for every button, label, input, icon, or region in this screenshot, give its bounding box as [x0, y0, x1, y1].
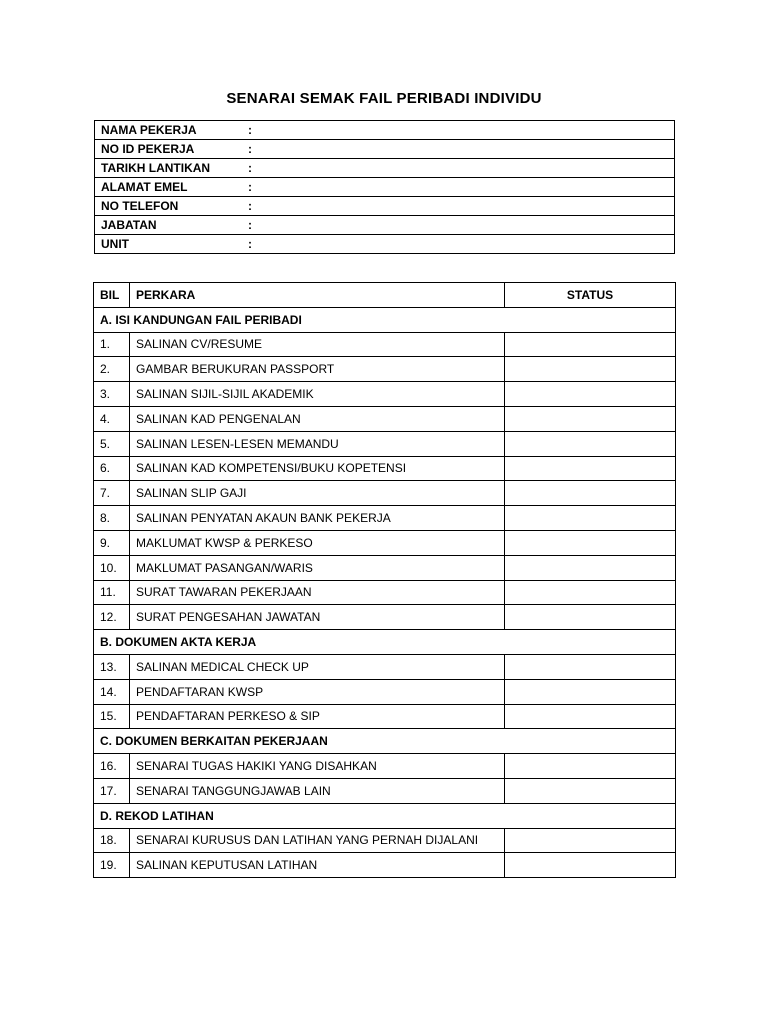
item-status-cell[interactable]: [505, 555, 676, 580]
item-number: 1.: [94, 332, 130, 357]
checklist-row: [94, 828, 676, 853]
item-description: SALINAN CV/RESUME: [130, 332, 505, 357]
info-label: JABATAN: [101, 218, 157, 232]
item-number: 10.: [94, 555, 130, 580]
info-label: ALAMAT EMEL: [101, 180, 188, 194]
section-heading: B. DOKUMEN AKTA KERJA: [94, 630, 676, 655]
item-number: 13.: [94, 654, 130, 679]
item-status-cell[interactable]: [505, 431, 676, 456]
section-row: [94, 630, 676, 655]
info-separator: :: [248, 199, 252, 213]
item-status-cell[interactable]: [505, 704, 676, 729]
info-separator: :: [248, 123, 252, 137]
item-status-cell[interactable]: [505, 481, 676, 506]
info-row: [95, 235, 675, 254]
item-status-cell[interactable]: [505, 357, 676, 382]
item-description: MAKLUMAT PASANGAN/WARIS: [130, 555, 505, 580]
item-status-cell[interactable]: [505, 406, 676, 431]
section-row: [94, 729, 676, 754]
document-title: SENARAI SEMAK FAIL PERIBADI INDIVIDU: [226, 90, 542, 107]
header-status: STATUS: [505, 283, 676, 308]
item-number: 7.: [94, 481, 130, 506]
checklist-row: [94, 679, 676, 704]
item-number: 4.: [94, 406, 130, 431]
item-status-cell[interactable]: [505, 456, 676, 481]
item-status-cell[interactable]: [505, 580, 676, 605]
item-description: PENDAFTARAN PERKESO & SIP: [130, 704, 505, 729]
info-row: [95, 178, 675, 197]
checklist-row: [94, 754, 676, 779]
item-description: SALINAN MEDICAL CHECK UP: [130, 654, 505, 679]
item-description: SALINAN PENYATAN AKAUN BANK PEKERJA: [130, 506, 505, 531]
header-perkara: PERKARA: [130, 283, 505, 308]
item-status-cell[interactable]: [505, 506, 676, 531]
item-number: 16.: [94, 754, 130, 779]
item-status-cell[interactable]: [505, 828, 676, 853]
item-status-cell[interactable]: [505, 679, 676, 704]
info-cell[interactable]: [95, 140, 675, 159]
item-status-cell[interactable]: [505, 382, 676, 407]
checklist-row: [94, 704, 676, 729]
info-cell[interactable]: [95, 197, 675, 216]
employee-info-table: [94, 120, 675, 254]
info-label: NO TELEFON: [101, 199, 179, 213]
checklist-row: [94, 778, 676, 803]
item-description: GAMBAR BERUKURAN PASSPORT: [130, 357, 505, 382]
info-cell[interactable]: [95, 235, 675, 254]
info-cell[interactable]: [95, 121, 675, 140]
item-status-cell[interactable]: [505, 654, 676, 679]
item-number: 12.: [94, 605, 130, 630]
info-row: [95, 140, 675, 159]
item-description: SURAT TAWARAN PEKERJAAN: [130, 580, 505, 605]
item-number: 6.: [94, 456, 130, 481]
header-bil: BIL: [94, 283, 130, 308]
info-label: NAMA PEKERJA: [101, 123, 197, 137]
item-description: SALINAN SLIP GAJI: [130, 481, 505, 506]
checklist-row: [94, 456, 676, 481]
checklist-row: [94, 357, 676, 382]
info-label: TARIKH LANTIKAN: [101, 161, 211, 175]
item-number: 17.: [94, 778, 130, 803]
item-number: 8.: [94, 506, 130, 531]
item-number: 3.: [94, 382, 130, 407]
info-cell[interactable]: [95, 216, 675, 235]
item-status-cell[interactable]: [505, 530, 676, 555]
item-number: 9.: [94, 530, 130, 555]
info-cell[interactable]: [95, 159, 675, 178]
checklist-table: [93, 282, 676, 878]
item-number: 14.: [94, 679, 130, 704]
item-status-cell[interactable]: [505, 778, 676, 803]
item-number: 15.: [94, 704, 130, 729]
item-description: PENDAFTARAN KWSP: [130, 679, 505, 704]
checklist-header-row: [94, 283, 676, 308]
section-row: [94, 803, 676, 828]
item-number: 5.: [94, 431, 130, 456]
item-description: SALINAN KEPUTUSAN LATIHAN: [130, 853, 505, 878]
item-status-cell[interactable]: [505, 332, 676, 357]
item-number: 11.: [94, 580, 130, 605]
item-description: SENARAI TANGGUNGJAWAB LAIN: [130, 778, 505, 803]
info-row: [95, 159, 675, 178]
section-heading: D. REKOD LATIHAN: [94, 803, 676, 828]
item-description: SURAT PENGESAHAN JAWATAN: [130, 605, 505, 630]
item-description: SENARAI TUGAS HAKIKI YANG DISAHKAN: [130, 754, 505, 779]
item-status-cell[interactable]: [505, 605, 676, 630]
info-separator: :: [248, 161, 252, 175]
info-separator: :: [248, 237, 252, 251]
checklist-row: [94, 580, 676, 605]
section-row: [94, 307, 676, 332]
checklist-row: [94, 555, 676, 580]
item-description: SALINAN KAD PENGENALAN: [130, 406, 505, 431]
checklist-row: [94, 605, 676, 630]
info-separator: :: [248, 142, 252, 156]
item-description: SALINAN SIJIL-SIJIL AKADEMIK: [130, 382, 505, 407]
checklist-row: [94, 382, 676, 407]
item-number: 19.: [94, 853, 130, 878]
item-status-cell[interactable]: [505, 853, 676, 878]
checklist-row: [94, 853, 676, 878]
info-separator: :: [248, 218, 252, 232]
item-number: 2.: [94, 357, 130, 382]
item-description: SENARAI KURUSUS DAN LATIHAN YANG PERNAH DIJALANI: [130, 828, 505, 853]
info-row: [95, 121, 675, 140]
checklist-row: [94, 530, 676, 555]
section-heading: C. DOKUMEN BERKAITAN PEKERJAAN: [94, 729, 676, 754]
info-label: UNIT: [101, 237, 129, 251]
section-heading: A. ISI KANDUNGAN FAIL PERIBADI: [94, 307, 676, 332]
checklist-row: [94, 431, 676, 456]
item-description: MAKLUMAT KWSP & PERKESO: [130, 530, 505, 555]
checklist-row: [94, 506, 676, 531]
checklist-row: [94, 481, 676, 506]
item-description: SALINAN KAD KOMPETENSI/BUKU KOPETENSI: [130, 456, 505, 481]
info-row: [95, 197, 675, 216]
info-separator: :: [248, 180, 252, 194]
item-number: 18.: [94, 828, 130, 853]
info-row: [95, 216, 675, 235]
info-label: NO ID PEKERJA: [101, 142, 195, 156]
info-cell[interactable]: [95, 178, 675, 197]
item-status-cell[interactable]: [505, 754, 676, 779]
item-description: SALINAN LESEN-LESEN MEMANDU: [130, 431, 505, 456]
checklist-row: [94, 332, 676, 357]
checklist-row: [94, 406, 676, 431]
checklist-row: [94, 654, 676, 679]
